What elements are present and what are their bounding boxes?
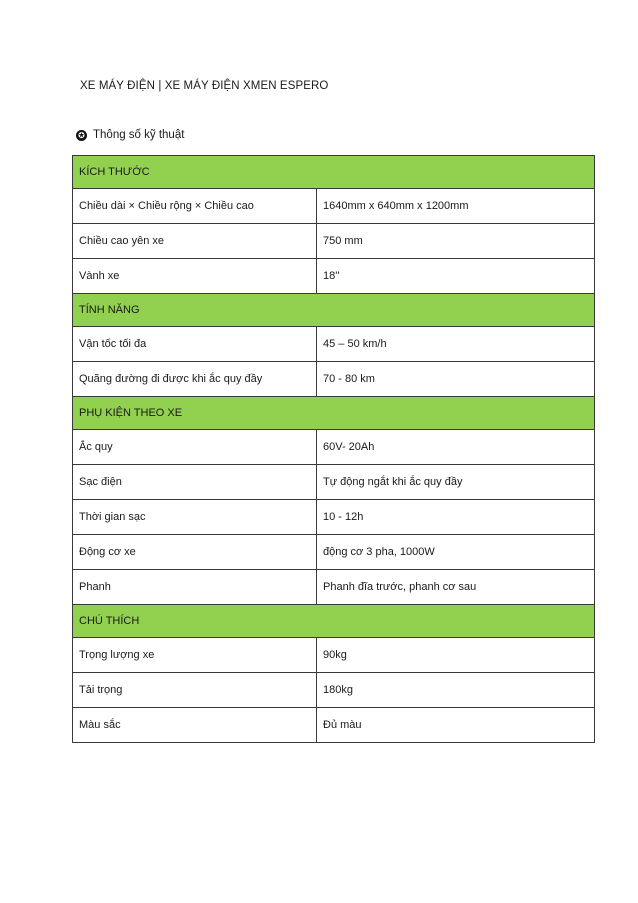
spec-value: 750 mm bbox=[317, 224, 595, 259]
spec-label: Trọng lượng xe bbox=[73, 638, 317, 673]
section-heading: PHỤ KIỆN THEO XE bbox=[73, 397, 595, 430]
spec-label: Động cơ xe bbox=[73, 535, 317, 570]
spec-label: Quãng đường đi được khi ắc quy đầy bbox=[73, 362, 317, 397]
spec-label: Sạc điện bbox=[73, 465, 317, 500]
table-row bbox=[73, 570, 595, 605]
document-title: XE MÁY ĐIỆN | XE MÁY ĐIỆN XMEN ESPERO bbox=[80, 80, 329, 92]
spec-value: Đủ màu bbox=[317, 708, 595, 743]
spec-value: Tự động ngắt khi ắc quy đầy bbox=[317, 465, 595, 500]
table-row bbox=[73, 189, 595, 224]
table-row bbox=[73, 708, 595, 743]
spec-value: 1640mm x 640mm x 1200mm bbox=[317, 189, 595, 224]
spec-value: 90kg bbox=[317, 638, 595, 673]
spec-label: Chiều cao yên xe bbox=[73, 224, 317, 259]
spec-value: Phanh đĩa trước, phanh cơ sau bbox=[317, 570, 595, 605]
section-header-row bbox=[73, 156, 595, 189]
spec-label: Vận tốc tối đa bbox=[73, 327, 317, 362]
spec-value: 10 - 12h bbox=[317, 500, 595, 535]
table-row bbox=[73, 259, 595, 294]
table-row bbox=[73, 535, 595, 570]
spec-value: 45 – 50 km/h bbox=[317, 327, 595, 362]
spec-label: Phanh bbox=[73, 570, 317, 605]
table-row bbox=[73, 673, 595, 708]
spec-label: Chiều dài × Chiều rộng × Chiều cao bbox=[73, 189, 317, 224]
table-row bbox=[73, 465, 595, 500]
table-row bbox=[73, 327, 595, 362]
table-row bbox=[73, 224, 595, 259]
section-label bbox=[76, 129, 184, 141]
spec-value: động cơ 3 pha, 1000W bbox=[317, 535, 595, 570]
spec-label: Thời gian sạc bbox=[73, 500, 317, 535]
table-row bbox=[73, 500, 595, 535]
spec-value: 60V- 20Ah bbox=[317, 430, 595, 465]
spec-label: Ắc quy bbox=[73, 430, 317, 465]
spec-value: 18'' bbox=[317, 259, 595, 294]
spec-value: 180kg bbox=[317, 673, 595, 708]
section-heading: KÍCH THƯỚC bbox=[73, 156, 595, 189]
section-label-text: Thông số kỹ thuật bbox=[93, 129, 185, 141]
section-header-row bbox=[73, 294, 595, 327]
spec-table bbox=[72, 155, 595, 743]
section-heading: TÍNH NĂNG bbox=[73, 294, 595, 327]
section-header-row bbox=[73, 605, 595, 638]
table-row bbox=[73, 362, 595, 397]
spec-label: Tải trọng bbox=[73, 673, 317, 708]
section-header-row bbox=[73, 397, 595, 430]
spec-label: Màu sắc bbox=[73, 708, 317, 743]
spec-label: Vành xe bbox=[73, 259, 317, 294]
spec-value: 70 - 80 km bbox=[317, 362, 595, 397]
section-heading: CHÚ THÍCH bbox=[73, 605, 595, 638]
star-bullet-icon: ✪ bbox=[76, 130, 87, 141]
table-row bbox=[73, 430, 595, 465]
table-row bbox=[73, 638, 595, 673]
